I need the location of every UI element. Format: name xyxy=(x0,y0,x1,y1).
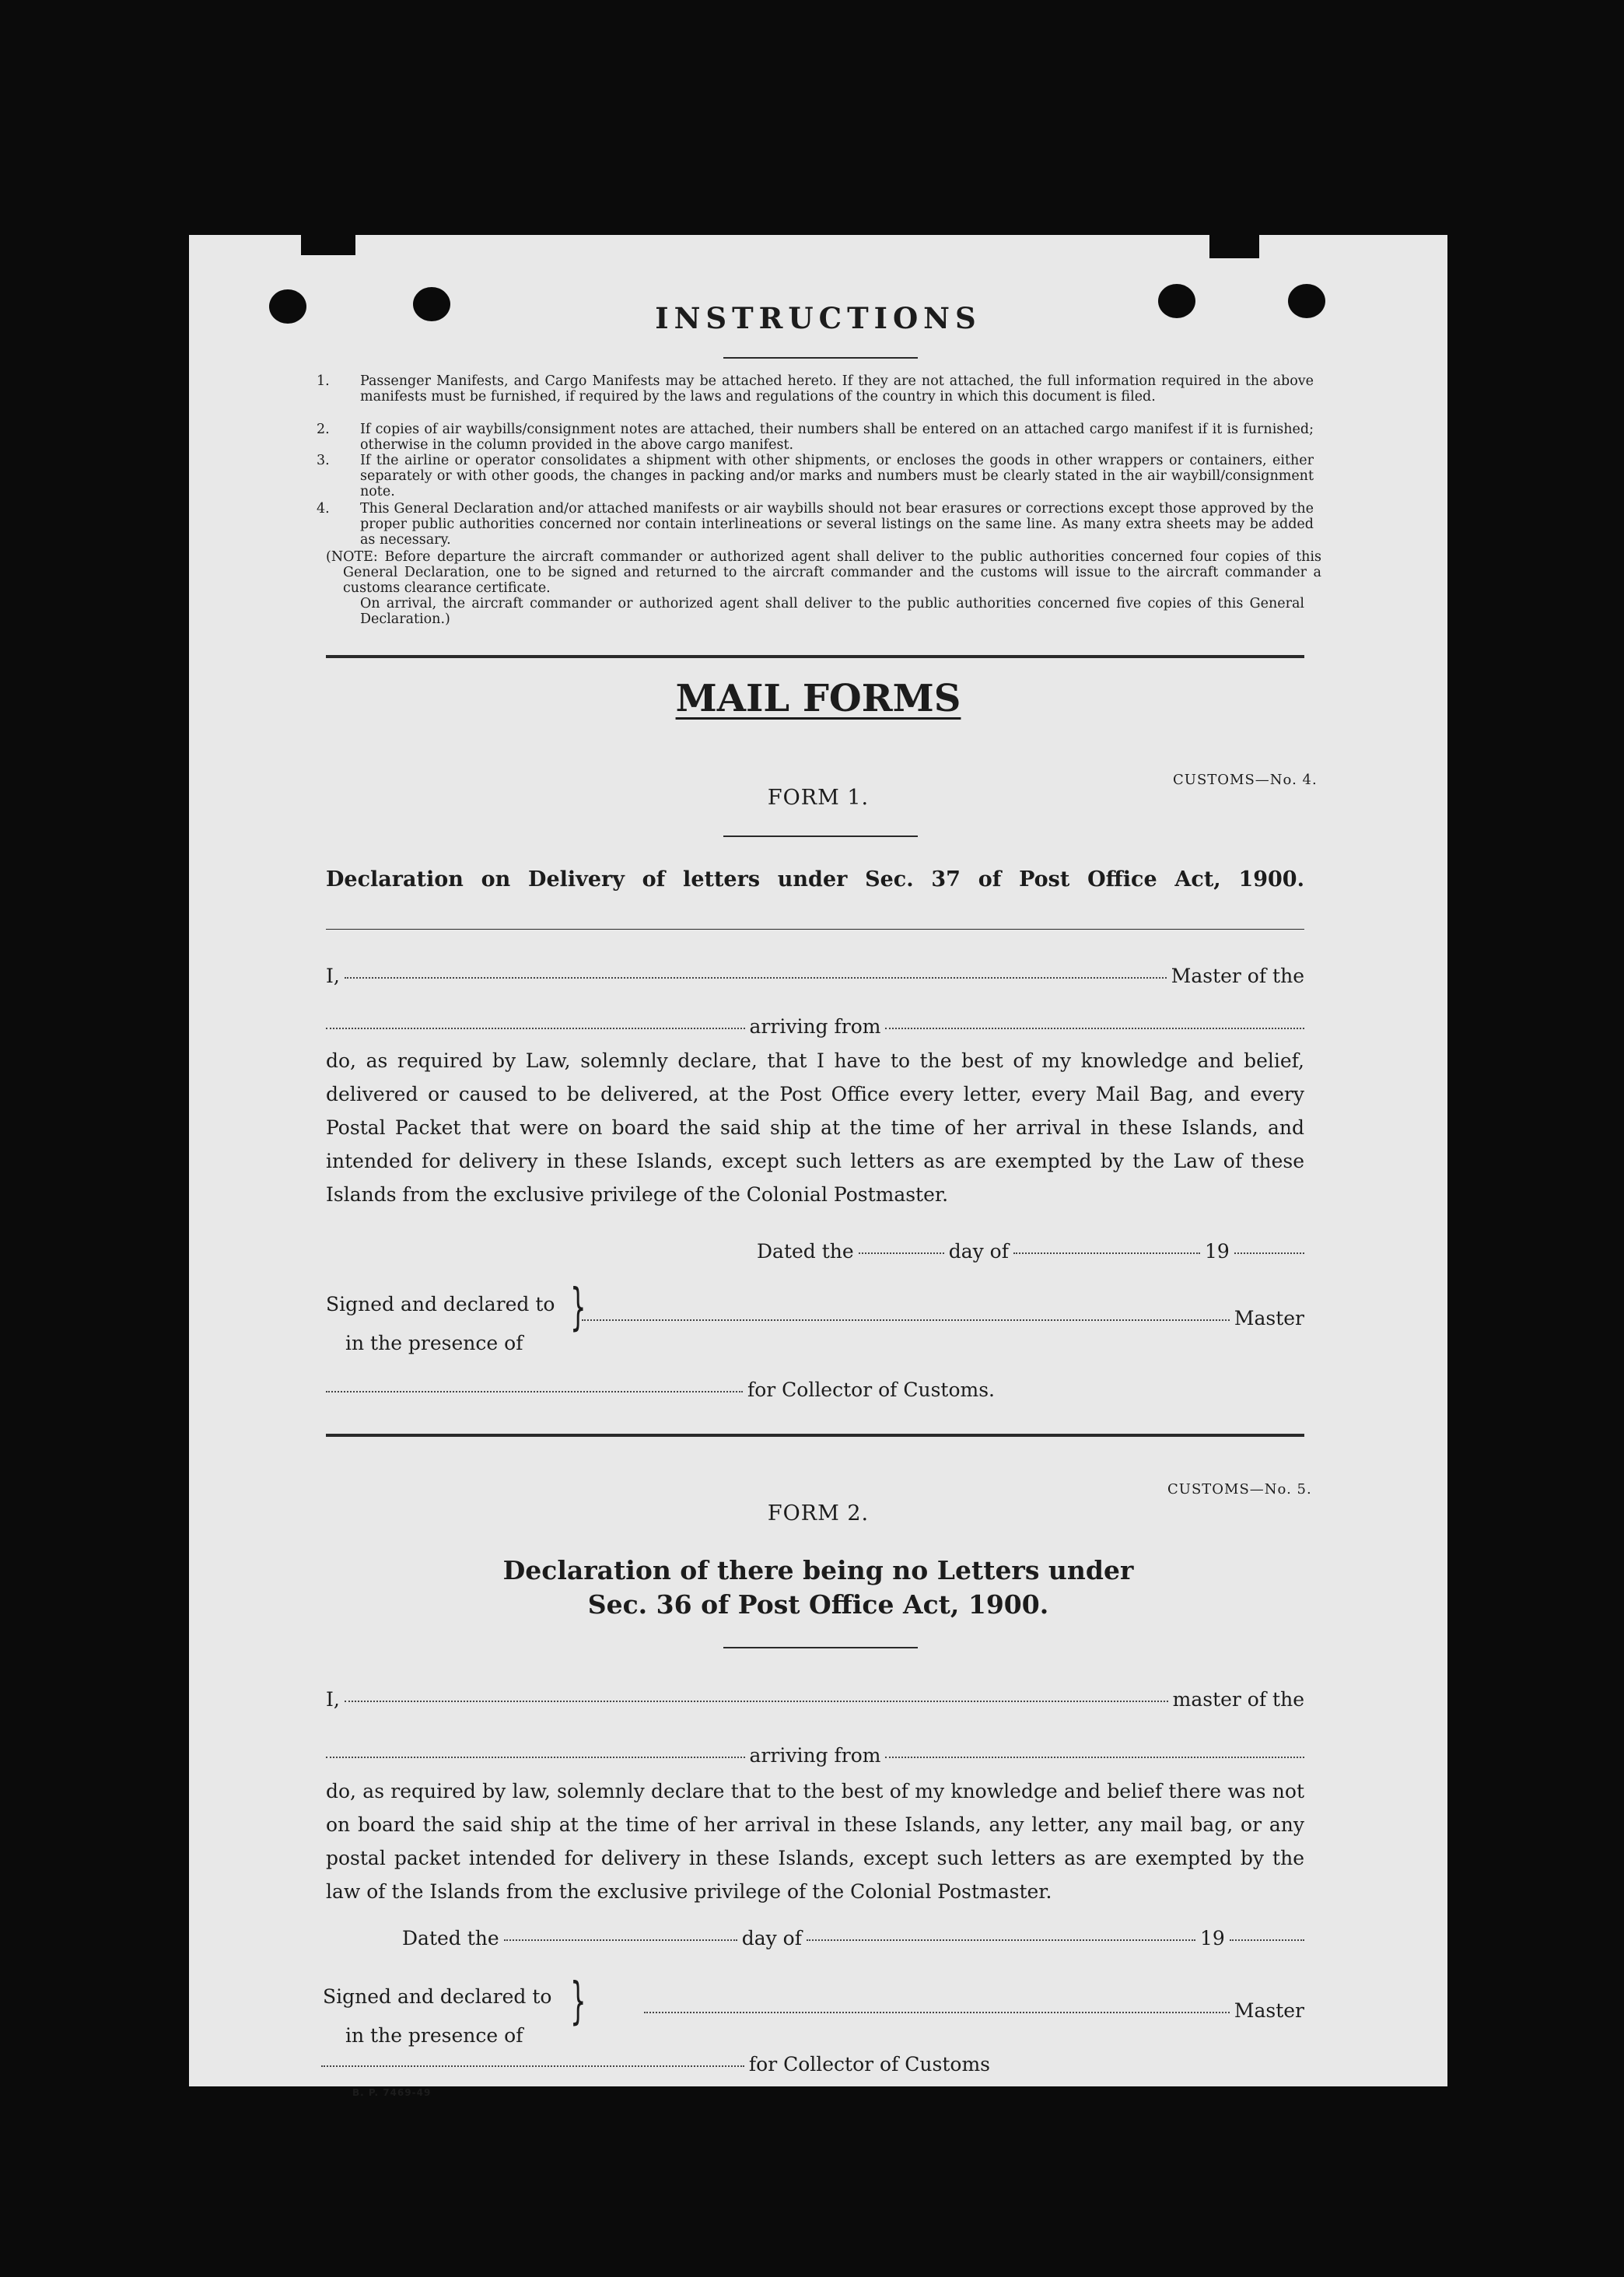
form1-name-field[interactable] xyxy=(345,977,1167,979)
form1-year-field[interactable] xyxy=(1234,1252,1304,1254)
form2-customs-number: CUSTOMS—No. 5. xyxy=(1167,1481,1312,1498)
torn-tab-left xyxy=(301,235,355,255)
form1-month-field[interactable] xyxy=(1013,1252,1200,1254)
instruction-item-1: 1. Passenger Manifests, and Cargo Manifests may be attached hereto. If they are not attached, the full information required in the above manifests must be furnished, if required by the laws and regulations of the country in which this document is filed. xyxy=(317,373,1314,405)
form2-month-field[interactable] xyxy=(807,1939,1195,1941)
form2-heading-underline xyxy=(723,1647,918,1648)
form1-date-line: Dated the day of 19 xyxy=(757,1240,1304,1263)
form1-ship-line: arriving from xyxy=(326,1015,1304,1038)
form1-signed-label: Signed and declared to in the presence of xyxy=(326,1293,555,1354)
form1-ship-field[interactable] xyxy=(326,1028,745,1029)
instructions-underline xyxy=(723,357,918,359)
form1-heading-rule xyxy=(326,929,1304,930)
instructions-note-arrival: On arrival, the aircraft commander or authorized agent shall deliver to the public authorities concerned five copies of this General Declaration.) xyxy=(360,596,1304,627)
form2-collector-line: for Collector of Customs xyxy=(321,2053,990,2076)
forms-divider xyxy=(326,1434,1304,1437)
torn-tab-right xyxy=(1209,235,1259,258)
form2-declaration-heading: Declaration of there being no Letters under Sec. 36 of Post Office Act, 1900. xyxy=(502,1555,1134,1620)
form2-day-field[interactable] xyxy=(504,1939,737,1941)
form2-master-line: Master xyxy=(644,1999,1304,2022)
form1-master-line: Master xyxy=(582,1307,1304,1329)
form2-origin-field[interactable] xyxy=(885,1757,1304,1758)
form2-name-line: I, master of the xyxy=(326,1688,1304,1711)
form2-ship-field[interactable] xyxy=(326,1757,745,1758)
form1-title: FORM 1. xyxy=(767,786,870,810)
section-divider xyxy=(326,655,1304,658)
form1-title-underline xyxy=(723,835,918,837)
form2-signed-label: Signed and declared to in the presence of xyxy=(323,1985,552,2047)
form1-declaration-body: do, as required by Law, solemnly declare, that I have to the best of my knowledge and belief, delivered or caused to be delivered, at the Post Office every letter, every Mail Bag, and every Postal Packet that were on board the said ship at the time of her arrival in these Islands, and intended for delivery in these Islands, except such letters as are exempted by the Law of these Islands from the exclusive privilege of the Colonial Postmaster. xyxy=(326,1049,1304,1206)
form2-ship-line: arriving from xyxy=(326,1744,1304,1767)
instruction-item-3: 3. If the airline or operator consolidates a shipment with other shipments, or encloses the goods in other wrappers or containers, either separately or with other goods, the changes in packing and/or marks and numbers must be clearly stated in the air waybill/consignment note. xyxy=(317,453,1314,499)
printer-code: B. P. 7469-49 xyxy=(352,2087,432,2098)
instruction-item-4: 4. This General Declaration and/or attached manifests or air waybills should not bear erasures or corrections except those approved by the proper public authorities concerned nor contain interlineations or several listings on the same line. As many extra sheets may be added as necessary. xyxy=(317,501,1314,548)
instruction-item-2: 2. If copies of air waybills/consignment notes are attached, their numbers shall be entered on an attached cargo manifest if it is furnished; otherwise in the column provided in the above cargo manifest. xyxy=(317,422,1314,453)
form2-declaration-body: do, as required by law, solemnly declare that to the best of my knowledge and belief there was not on board the said ship at the time of her arrival in these Islands, any letter, any mail bag, or any postal packet intended for delivery in these Islands, except such letters as are exempted by the law of the Islands from the exclusive privilege of the Colonial Postmaster. xyxy=(326,1780,1304,1903)
form2-date-line: Dated the day of 19 xyxy=(402,1927,1304,1949)
form2-name-field[interactable] xyxy=(345,1701,1168,1702)
mail-forms-title: MAIL FORMS xyxy=(675,677,961,720)
form1-customs-number: CUSTOMS—No. 4. xyxy=(1173,772,1318,788)
instructions-note: (NOTE: Before departure the aircraft commander or authorized agent shall deliver to the public authorities concerned four copies of this General Declaration, one to be signed and returned to the aircraft commander and the customs will issue to the aircraft commander a customs clearance certificate. xyxy=(326,549,1321,596)
form2-master-signature-field[interactable] xyxy=(644,2012,1230,2013)
form2-year-field[interactable] xyxy=(1230,1939,1304,1941)
document-page xyxy=(189,235,1447,2098)
form1-day-field[interactable] xyxy=(859,1252,944,1254)
form2-brace: } xyxy=(570,1973,586,2030)
form2-collector-signature-field[interactable] xyxy=(321,2065,744,2067)
form1-name-line: I, Master of the xyxy=(326,965,1304,987)
form1-brace: } xyxy=(570,1279,586,1336)
form1-origin-field[interactable] xyxy=(885,1028,1304,1029)
instructions-title: INSTRUCTIONS xyxy=(655,301,982,335)
form1-master-signature-field[interactable] xyxy=(582,1319,1230,1321)
form1-collector-signature-field[interactable] xyxy=(326,1391,743,1392)
form1-collector-line: for Collector of Customs. xyxy=(326,1378,995,1401)
form2-title: FORM 2. xyxy=(767,1501,870,1526)
form1-declaration-heading: Declaration on Delivery of letters under Sec. 37 of Post Office Act, 1900. xyxy=(326,867,1304,892)
